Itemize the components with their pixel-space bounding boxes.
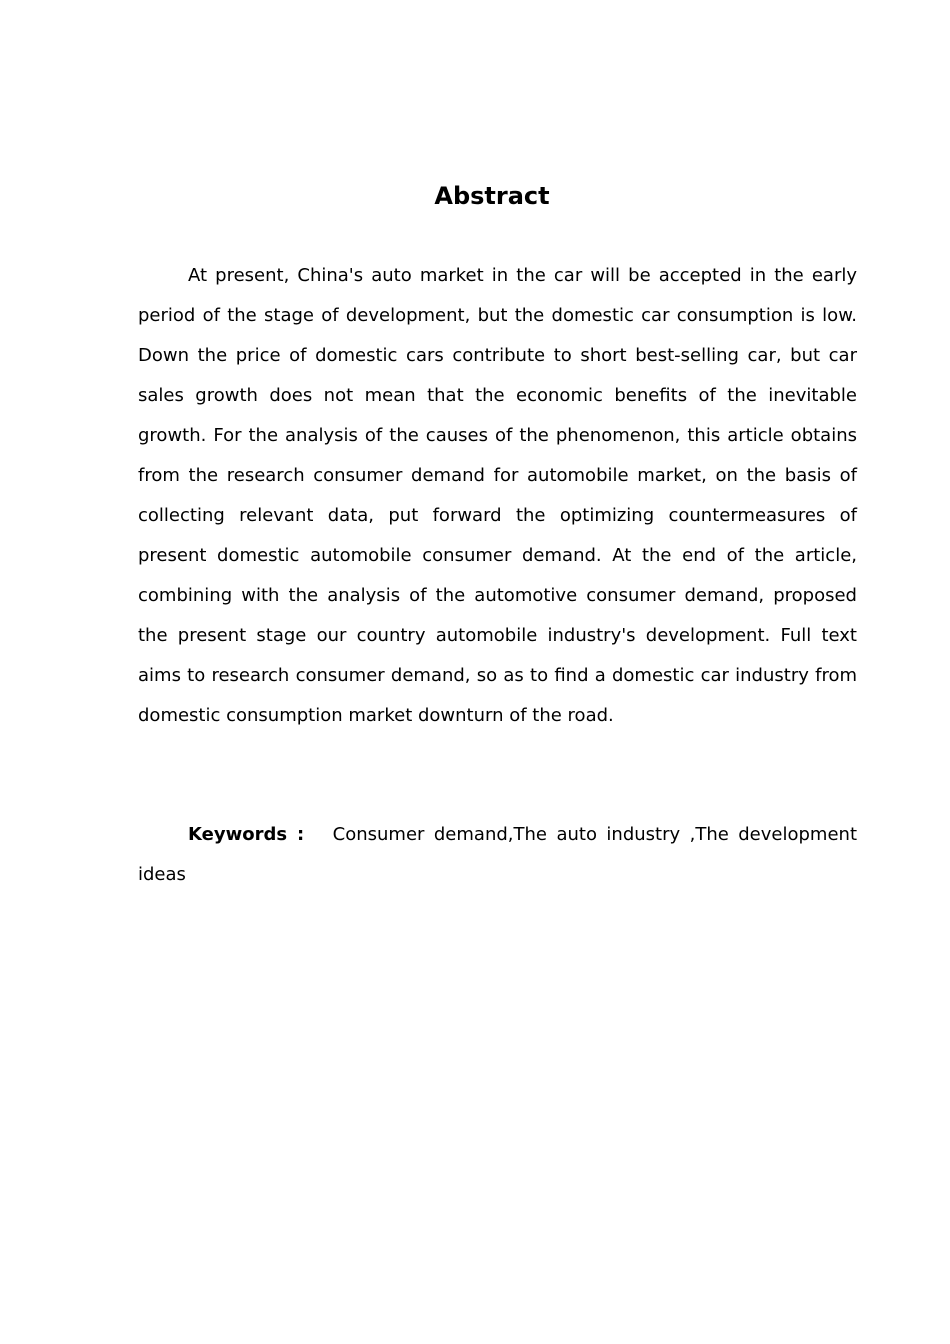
- keywords-label: Keywords :: [188, 824, 305, 845]
- keywords-paragraph: [138, 815, 857, 895]
- abstract-body: At present, China's auto market in the car will be accepted in the early period of the stage of development, but the domestic car consumption is low. Down the price of domestic cars contribute to short best-selling car, but car sales growth does not mean that the economic benefits of the inevitable growth. For the analysis of the causes of the phenomenon, this article obtains from the research consumer demand for automobile market, on the basis of collecting relevant data, put forward the optimizing countermeasures of present domestic automobile consumer demand. At the end of the article, combining with the analysis of the automotive consumer demand, proposed the present stage our country automobile industry's development. Full text aims to research consumer demand, so as to find a domestic car industry from domestic consumption market downturn of the road.: [138, 265, 857, 726]
- keywords-text: Consumer demand,The auto industry ,The development ideas: [138, 824, 857, 885]
- abstract-title: Abstract: [434, 182, 550, 210]
